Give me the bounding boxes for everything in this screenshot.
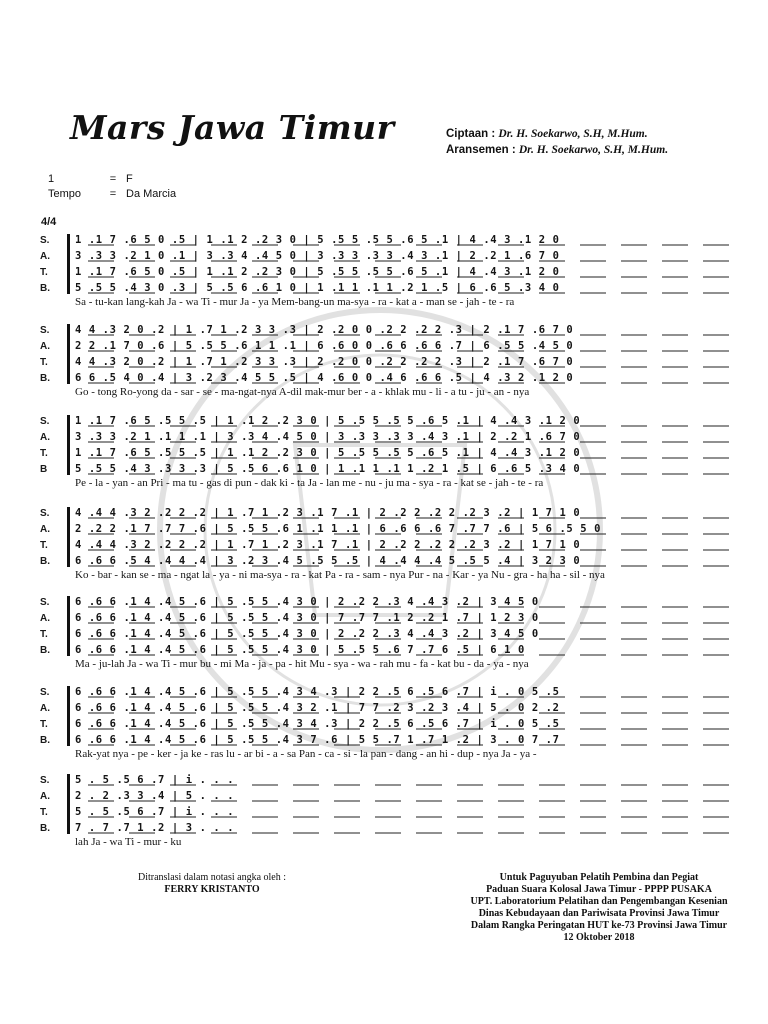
- system-bracket: [67, 686, 70, 746]
- voice-label: S.: [40, 774, 50, 786]
- lyrics-line: Sa - tu-kan lang-kah Ja - wa Ti - mur Ja - ya Mem-bang-un ma-sya - ra - kat a - man se - jah - te - ra: [75, 296, 515, 308]
- lyrics-line: lah Ja - wa Ti - mur - ku: [75, 836, 182, 848]
- voice-label: T.: [40, 628, 48, 640]
- voice-row: [40, 370, 752, 386]
- voice-row: [40, 338, 752, 354]
- arranger-credit: Aransemen : Dr. H. Soekarwo, S.H, M.Hum.: [446, 144, 669, 156]
- voice-row: [40, 700, 752, 716]
- lyrics-line: Ma - ju-lah Ja - wa Ti - mur bu - mi Ma - ja - pa - hit Mu - sya - wa - rah mu - fa - kat bu - da - ya - nya: [75, 658, 529, 670]
- voice-label: B: [40, 463, 48, 475]
- score-system: [40, 772, 752, 851]
- voice-row: [40, 732, 752, 748]
- lyrics-line: Pe - la - yan - an Pri - ma tu - gas di pun - dak ki - ta Ja - lan me - nu - ju ma - sya - ra - kat se - jah - te - ra: [75, 477, 544, 489]
- score-system: [40, 322, 752, 401]
- voice-notes: 6 .6 6 .1 4 .4 5 .6 | 5 .5 5 .4 3 0 | 7 .7 7 .1 2 .2 1 .7 | 1 2 3 0: [75, 612, 539, 624]
- translator-credit: Ditranslasi dalam notasi angka oleh : FERRY KRISTANTO: [137, 872, 287, 895]
- lyrics-line: Rak-yat nya - pe - ker - ja ke - ras lu - ar bi - a - sa Pan - ca - si - la pan - dang - an hi - dup - nya Ja - ya -: [75, 748, 537, 760]
- voice-notes: 4 4 .3 2 0 .2 | 1 .7 1 .2 3 3 .3 | 2 .2 0 0 .2 2 .2 2 .3 | 2 .1 7 .6 7 0: [75, 356, 574, 368]
- voice-notes: 6 6 .5 4 0 .4 | 3 .2 3 .4 5 5 .5 | 4 .6 0 0 .4 6 .6 6 .5 | 4 .3 2 .1 2 0: [75, 372, 574, 384]
- song-title: Mars Jawa Timur: [70, 108, 395, 147]
- voice-row: [40, 248, 752, 264]
- voice-notes: 1 .1 7 .6 5 0 .5 | 1 .1 2 .2 3 0 | 5 .5 5 .5 5 .6 5 .1 | 4 .4 3 .1 2 0: [75, 234, 560, 246]
- voice-row: [40, 610, 752, 626]
- key-row: 1 = F: [48, 173, 133, 185]
- lyrics-line: Ko - bar - kan se - ma - ngat la - ya - ni ma-sya - ra - kat Pa - ra - sam - nya Pur - na - Kar - ya Nu - gra - ha ha - sil - nya: [75, 569, 605, 581]
- voice-notes: 5 .5 5 .4 3 .3 3 .3 | 5 .5 6 .6 1 0 | 1 .1 1 .1 1 .2 1 .5 | 6 .6 5 .3 4 0: [75, 463, 581, 475]
- voice-row: [40, 461, 752, 477]
- system-bracket: [67, 324, 70, 384]
- voice-row: [40, 354, 752, 370]
- voice-label: A.: [40, 431, 50, 443]
- voice-label: S.: [40, 686, 50, 698]
- voice-row: [40, 537, 752, 553]
- voice-row: [40, 804, 752, 820]
- voice-notes: 1 .1 7 .6 5 0 .5 | 1 .1 2 .2 3 0 | 5 .5 5 .5 5 .6 5 .1 | 4 .4 3 .1 2 0: [75, 266, 560, 278]
- score-system: [40, 232, 752, 311]
- voice-label: B.: [40, 644, 50, 656]
- voice-row: [40, 429, 752, 445]
- voice-label: B.: [40, 734, 50, 746]
- voice-notes: 6 .6 6 .5 4 .4 4 .4 | 3 .2 3 .4 5 .5 5 .5 | 4 .4 4 .4 5 .5 5 .4 | 3 2 3 0: [75, 555, 581, 567]
- voice-notes: 6 .6 6 .1 4 .4 5 .6 | 5 .5 5 .4 3 0 | 2 .2 2 .3 4 .4 3 .2 | 3 4 5 0: [75, 628, 539, 640]
- voice-row: [40, 413, 752, 429]
- voice-notes: 7 . 7 .7 1 .2 | 3 . . .: [75, 822, 235, 834]
- tempo-row: Tempo = Da Marcia: [48, 188, 177, 200]
- voice-notes: 4 .4 4 .3 2 .2 2 .2 | 1 .7 1 .2 3 .1 7 .1 | 2 .2 2 .2 2 .2 3 .2 | 1 7 1 0: [75, 507, 581, 519]
- voice-label: T.: [40, 539, 48, 551]
- voice-label: T.: [40, 447, 48, 459]
- system-bracket: [67, 415, 70, 475]
- system-bracket: [67, 234, 70, 294]
- voice-notes: 6 .6 6 .1 4 .4 5 .6 | 5 .5 5 .4 3 4 .3 | 2 2 .5 6 .5 6 .7 | i . 0 5 .5: [75, 686, 560, 698]
- voice-label: B.: [40, 282, 50, 294]
- voice-label: S.: [40, 507, 50, 519]
- voice-row: [40, 232, 752, 248]
- voice-row: [40, 642, 752, 658]
- voice-row: [40, 626, 752, 642]
- voice-row: [40, 322, 752, 338]
- voice-row: [40, 505, 752, 521]
- lyrics-line: Go - tong Ro-yong da - sar - se - ma-ngat-nya A-dil mak-mur ber - a - khlak mu - li - a tu - ju - an - nya: [75, 386, 530, 398]
- voice-notes: 2 2 .1 7 0 .6 | 5 .5 5 .6 1 1 .1 | 6 .6 0 0 .6 6 .6 6 .7 | 6 .5 5 .4 5 0: [75, 340, 574, 352]
- voice-row: [40, 788, 752, 804]
- credits: [446, 126, 668, 158]
- voice-label: T.: [40, 356, 48, 368]
- voice-label: S.: [40, 415, 50, 427]
- time-signature: 4/4: [41, 216, 57, 228]
- system-bracket: [67, 507, 70, 567]
- voice-row: [40, 445, 752, 461]
- tempo-key-info: [48, 172, 176, 202]
- voice-row: [40, 772, 752, 788]
- voice-notes: 6 .6 6 .1 4 .4 5 .6 | 5 .5 5 .4 3 0 | 2 .2 2 .3 4 .4 3 .2 | 3 4 5 0: [75, 596, 539, 608]
- voice-row: [40, 553, 752, 569]
- voice-notes: 6 .6 6 .1 4 .4 5 .6 | 5 .5 5 .4 3 4 .3 | 2 2 .5 6 .5 6 .7 | i . 0 5 .5: [75, 718, 560, 730]
- voice-notes: 6 .6 6 .1 4 .4 5 .6 | 5 .5 5 .4 3 0 | 5 .5 5 .6 7 .7 6 .5 | 6 1 0: [75, 644, 525, 656]
- voice-row: [40, 716, 752, 732]
- dedication-block: Untuk Paguyuban Pelatih Pembina dan Pegiat Paduan Suara Kolosal Jawa Timur - PPPP PUSAKA UPT. Laboratorium Pelatihan dan Pengembangan Kesenian Dinas Kebudayaan dan Pariwisata Provinsi Jawa Timur Dalam Rangka Peringatan HUT ke-73 Provinsi Jawa Timur 12 Oktober 2018: [470, 872, 728, 943]
- voice-label: S.: [40, 596, 50, 608]
- voice-label: A.: [40, 250, 50, 262]
- composer-credit: Ciptaan : Dr. H. Soekarwo, S.H, M.Hum.: [446, 128, 648, 140]
- voice-row: [40, 820, 752, 836]
- voice-notes: 1 .1 7 .6 5 .5 5 .5 | 1 .1 2 .2 3 0 | 5 .5 5 .5 5 .6 5 .1 | 4 .4 3 .1 2 0: [75, 415, 581, 427]
- voice-label: T.: [40, 718, 48, 730]
- voice-row: [40, 594, 752, 610]
- voice-notes: 2 . 2 .3 3 .4 | 5 . . .: [75, 790, 235, 802]
- system-bracket: [67, 774, 70, 834]
- system-bracket: [67, 596, 70, 656]
- voice-notes: 6 .6 6 .1 4 .4 5 .6 | 5 .5 5 .4 3 2 .1 | 7 7 .2 3 .2 3 .4 | 5 . 0 2 .2: [75, 702, 560, 714]
- voice-label: T.: [40, 806, 48, 818]
- voice-notes: 5 . 5 .5 6 .7 | i . . .: [75, 774, 235, 786]
- score-system: [40, 505, 752, 584]
- voice-label: A.: [40, 340, 50, 352]
- voice-label: A.: [40, 790, 50, 802]
- voice-label: A.: [40, 612, 50, 624]
- voice-notes: 5 .5 5 .4 3 0 .3 | 5 .5 6 .6 1 0 | 1 .1 1 .1 1 .2 1 .5 | 6 .6 5 .3 4 0: [75, 282, 560, 294]
- score-system: [40, 413, 752, 492]
- score-system: [40, 684, 752, 763]
- voice-notes: 3 .3 3 .2 1 0 .1 | 3 .3 4 .4 5 0 | 3 .3 3 .3 3 .4 3 .1 | 2 .2 1 .6 7 0: [75, 250, 560, 262]
- voice-row: [40, 280, 752, 296]
- voice-notes: 4 .4 4 .3 2 .2 2 .2 | 1 .7 1 .2 3 .1 7 .1 | 2 .2 2 .2 2 .2 3 .2 | 1 7 1 0: [75, 539, 581, 551]
- voice-notes: 4 4 .3 2 0 .2 | 1 .7 1 .2 3 3 .3 | 2 .2 0 0 .2 2 .2 2 .3 | 2 .1 7 .6 7 0: [75, 324, 574, 336]
- voice-label: T.: [40, 266, 48, 278]
- voice-row: [40, 521, 752, 537]
- voice-notes: 6 .6 6 .1 4 .4 5 .6 | 5 .5 5 .4 3 7 .6 | 5 5 .7 1 .7 1 .2 | 3 . 0 7 .7: [75, 734, 560, 746]
- score-system: [40, 594, 752, 673]
- voice-notes: 3 .3 3 .2 1 .1 1 .1 | 3 .3 4 .4 5 0 | 3 .3 3 .3 3 .4 3 .1 | 2 .2 1 .6 7 0: [75, 431, 581, 443]
- voice-notes: 5 . 5 .5 6 .7 | i . . .: [75, 806, 235, 818]
- voice-label: A.: [40, 523, 50, 535]
- voice-label: S.: [40, 324, 50, 336]
- voice-label: B.: [40, 372, 50, 384]
- voice-notes: 2 .2 2 .1 7 .7 7 .6 | 5 .5 5 .6 1 .1 1 .1 | 6 .6 6 .6 7 .7 7 .6 | 5 6 .5 5 0: [75, 523, 602, 535]
- voice-label: S.: [40, 234, 50, 246]
- voice-row: [40, 264, 752, 280]
- voice-label: B.: [40, 822, 50, 834]
- voice-label: B.: [40, 555, 50, 567]
- voice-row: [40, 684, 752, 700]
- voice-notes: 1 .1 7 .6 5 .5 5 .5 | 1 .1 2 .2 3 0 | 5 .5 5 .5 5 .6 5 .1 | 4 .4 3 .1 2 0: [75, 447, 581, 459]
- voice-label: A.: [40, 702, 50, 714]
